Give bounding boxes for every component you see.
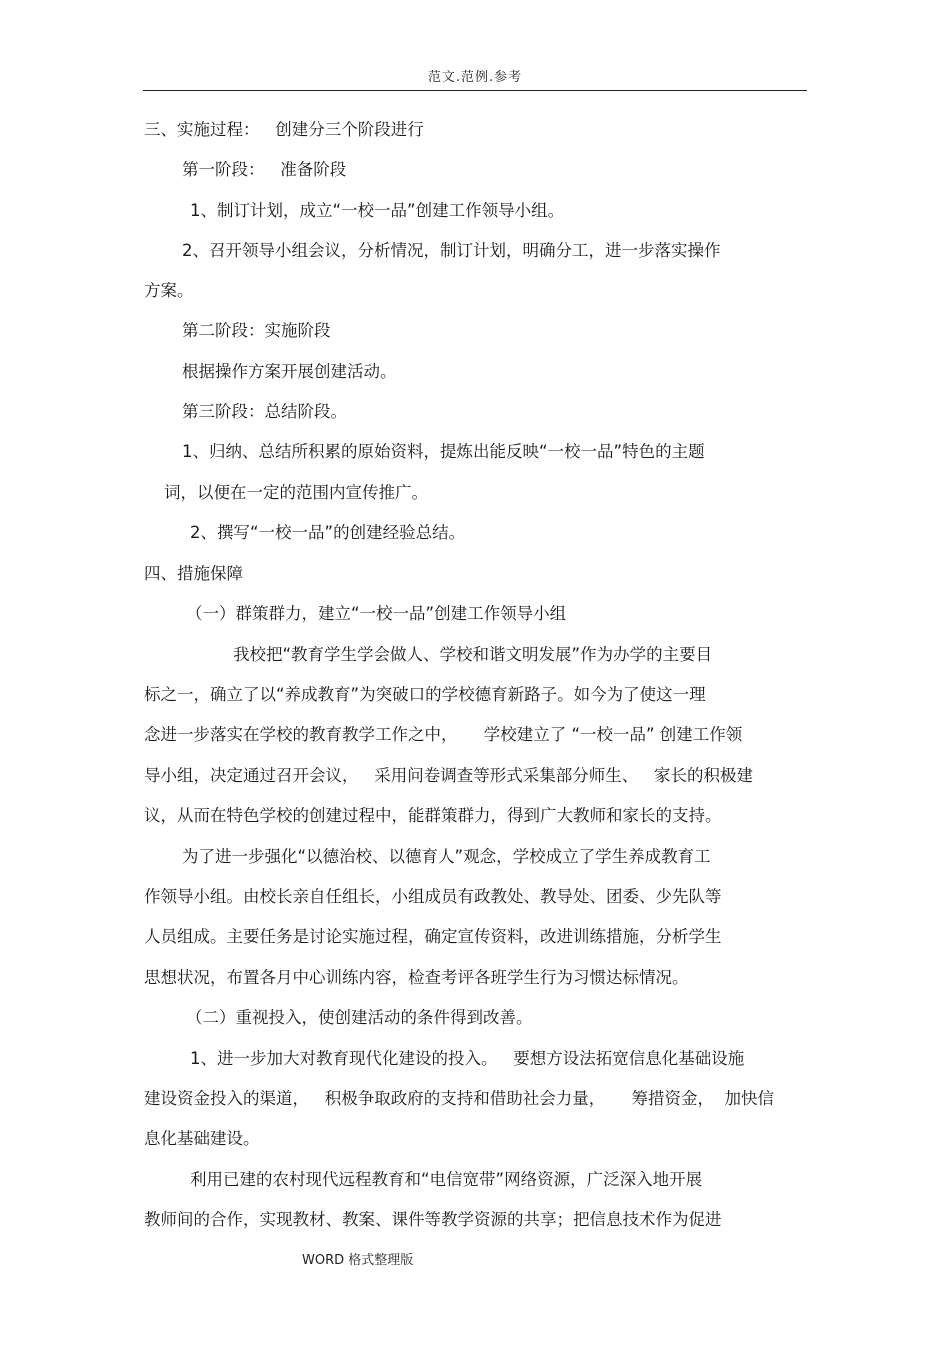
text-line: 根据操作方案开展创建活动。: [182, 362, 397, 381]
text-line: 议，从而在特色学校的创建过程中，能群策群力，得到广大教师和家长的支持。: [144, 806, 722, 825]
text-line: 思想状况，布置各月中心训练内容，检查考评各班学生行为习惯达标情况。: [144, 968, 689, 987]
text-line: 2、撰写“一校一品”的创建经验总结。: [190, 523, 466, 542]
text-line: 方案。: [144, 281, 194, 300]
text-line: 建设资金投入的渠道， 积极争取政府的支持和借助社会力量， 筹措资金， 加快信: [144, 1089, 774, 1108]
header-title: 范文.范例.参考: [427, 70, 523, 85]
text-line: 作领导小组。由校长亲自任组长，小组成员有政教处、教导处、团委、少先队等: [144, 887, 722, 906]
text-line: 三、实施过程： 创建分三个阶段进行: [144, 120, 424, 139]
text-line: 1、制订计划，成立“一校一品”创建工作领导小组。: [190, 201, 565, 220]
text-line: 标之一，确立了以“养成教育”为突破口的学校德育新路子。如今为了使这一理: [144, 685, 706, 704]
text-line: 导小组，决定通过召开会议， 采用问卷调查等形式采集部分师生、 家长的积极建: [144, 766, 753, 785]
text-line: 第三阶段：总结阶段。: [182, 402, 347, 421]
text-line: 2、召开领导小组会议，分析情况，制订计划，明确分工，进一步落实操作: [182, 241, 721, 260]
text-line: 1、归纳、总结所积累的原始资料，提炼出能反映“一校一品”特色的主题: [182, 442, 705, 461]
section-heading: 四、措施保障: [144, 564, 243, 583]
text-line: 第一阶段： 准备阶段: [182, 160, 347, 179]
text-line: 利用已建的农村现代远程教育和“电信宽带”网络资源，广泛深入地开展: [190, 1170, 703, 1189]
page-footer: WORD 格式整理版: [302, 1253, 414, 1268]
text-line: 1、进一步加大对教育现代化建设的投入。 要想方设法拓宽信息化基础设施: [190, 1049, 745, 1068]
text-line: 念进一步落实在学校的教育教学工作之中， 学校建立了 “一校一品” 创建工作领: [144, 725, 743, 744]
header-divider: [143, 90, 807, 91]
text-line: 我校把“教育学生学会做人、学校和谐文明发展”作为办学的主要目: [233, 645, 713, 664]
subsection-heading: （二）重视投入，使创建活动的条件得到改善。: [186, 1008, 533, 1027]
text-line: 人员组成。主要任务是讨论实施过程，确定宣传资料，改进训练措施，分析学生: [144, 927, 722, 946]
text-line: 词，以便在一定的范围内宣传推广。: [164, 483, 428, 502]
text-line: 教师间的合作，实现教材、教案、课件等教学资源的共享；把信息技术作为促进: [144, 1210, 722, 1229]
text-line: 为了进一步强化“以德治校、以德育人”观念，学校成立了学生养成教育工: [182, 847, 711, 866]
text-line: 第二阶段：实施阶段: [182, 321, 331, 340]
subsection-heading: （一）群策群力，建立“一校一品”创建工作领导小组: [186, 604, 567, 623]
text-line: 息化基础建设。: [144, 1129, 260, 1148]
